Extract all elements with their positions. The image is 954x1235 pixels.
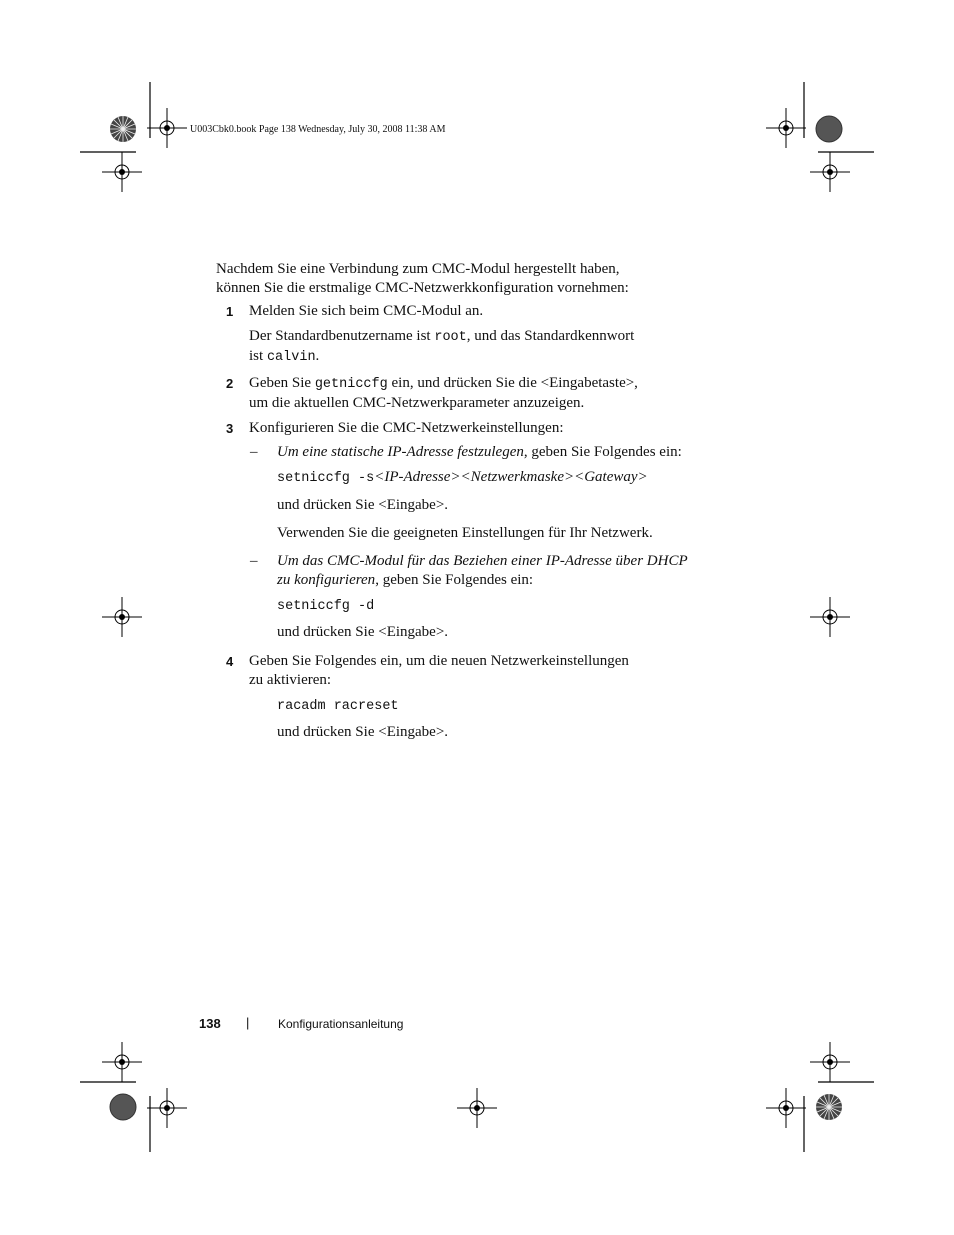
registration-target-icon (810, 1042, 850, 1082)
page-number: 138 (199, 1016, 221, 1031)
sub-note: Verwenden Sie die geeigneten Einstellungen für Ihr Netzwerk. (277, 525, 653, 541)
registration-target-icon (766, 108, 806, 148)
step-number: 3 (226, 421, 234, 436)
sub-text: Um eine statische IP-Adresse festzulegen, geben Sie Folgendes ein: (277, 444, 682, 460)
code-calvin: calvin (266, 350, 316, 365)
code-root: root (434, 330, 467, 345)
step-after: und drücken Sie <Eingabe>. (277, 724, 449, 740)
registration-target-icon (810, 597, 850, 637)
step-text: Geben Sie Folgendes ein, um die neuen Netzwerkeinstellungen zu aktivieren: (249, 653, 629, 688)
code-getniccfg: getniccfg (314, 377, 388, 392)
footer-separator: | (246, 1015, 250, 1030)
step-number: 4 (226, 654, 234, 669)
registration-target-icon (102, 1042, 142, 1082)
step-text: Geben Sie getniccfg ein, und drücken Sie die <Eingabetaste>, um die aktuellen CMC-Netzwerkparameter anzuzeigen. (249, 375, 638, 411)
registration-target-icon (102, 597, 142, 637)
sub-dash: – (250, 444, 258, 460)
registration-target-icon (147, 108, 187, 148)
footer-section: Konfigurationsanleitung (278, 1017, 404, 1031)
registration-target-icon (810, 152, 850, 192)
intro-line: Nachdem Sie eine Verbindung zum CMC-Modul hergestellt haben, (216, 261, 620, 277)
registration-target-icon (766, 1088, 806, 1128)
step-number: 2 (226, 376, 234, 391)
sub-dash: – (250, 553, 258, 569)
code-racadm-racreset: racadm racreset (277, 699, 399, 714)
command-line (277, 468, 648, 488)
step-text: Konfigurieren Sie die CMC-Netzwerkeinstellungen: (249, 420, 564, 436)
sub-after: und drücken Sie <Eingabe>. (277, 497, 449, 513)
code-setniccfg-s: setniccfg -s (277, 471, 375, 486)
registration-target-icon (102, 152, 142, 192)
step-text: Melden Sie sich beim CMC-Modul an. (249, 303, 484, 319)
starburst-target-icon (814, 1092, 844, 1122)
code-setniccfg-d: setniccfg -d (277, 599, 375, 614)
step-detail: Der Standardbenutzername ist root, und das Standardkennwort ist calvin. (249, 328, 635, 365)
intro-line: können Sie die erstmalige CMC-Netzwerkkonfiguration vornehmen: (216, 280, 629, 296)
registration-target-icon (147, 1088, 187, 1128)
print-header: U003Cbk0.book Page 138 Wednesday, July 30, 2008 11:38 AM (190, 124, 446, 135)
command-args: <IP-Adresse><Netzwerkmaske><Gateway> (374, 469, 648, 485)
starburst-target-icon (814, 114, 844, 144)
starburst-target-icon (108, 114, 138, 144)
sub-text: Um das CMC-Modul für das Beziehen einer IP-Adresse über DHCP zu konfigurieren, geben Sie Folgendes ein: (277, 553, 688, 588)
step-number: 1 (226, 304, 234, 319)
starburst-target-icon (108, 1092, 138, 1122)
registration-target-icon (457, 1088, 497, 1128)
sub-after: und drücken Sie <Eingabe>. (277, 624, 449, 640)
intro-paragraph (216, 260, 736, 298)
